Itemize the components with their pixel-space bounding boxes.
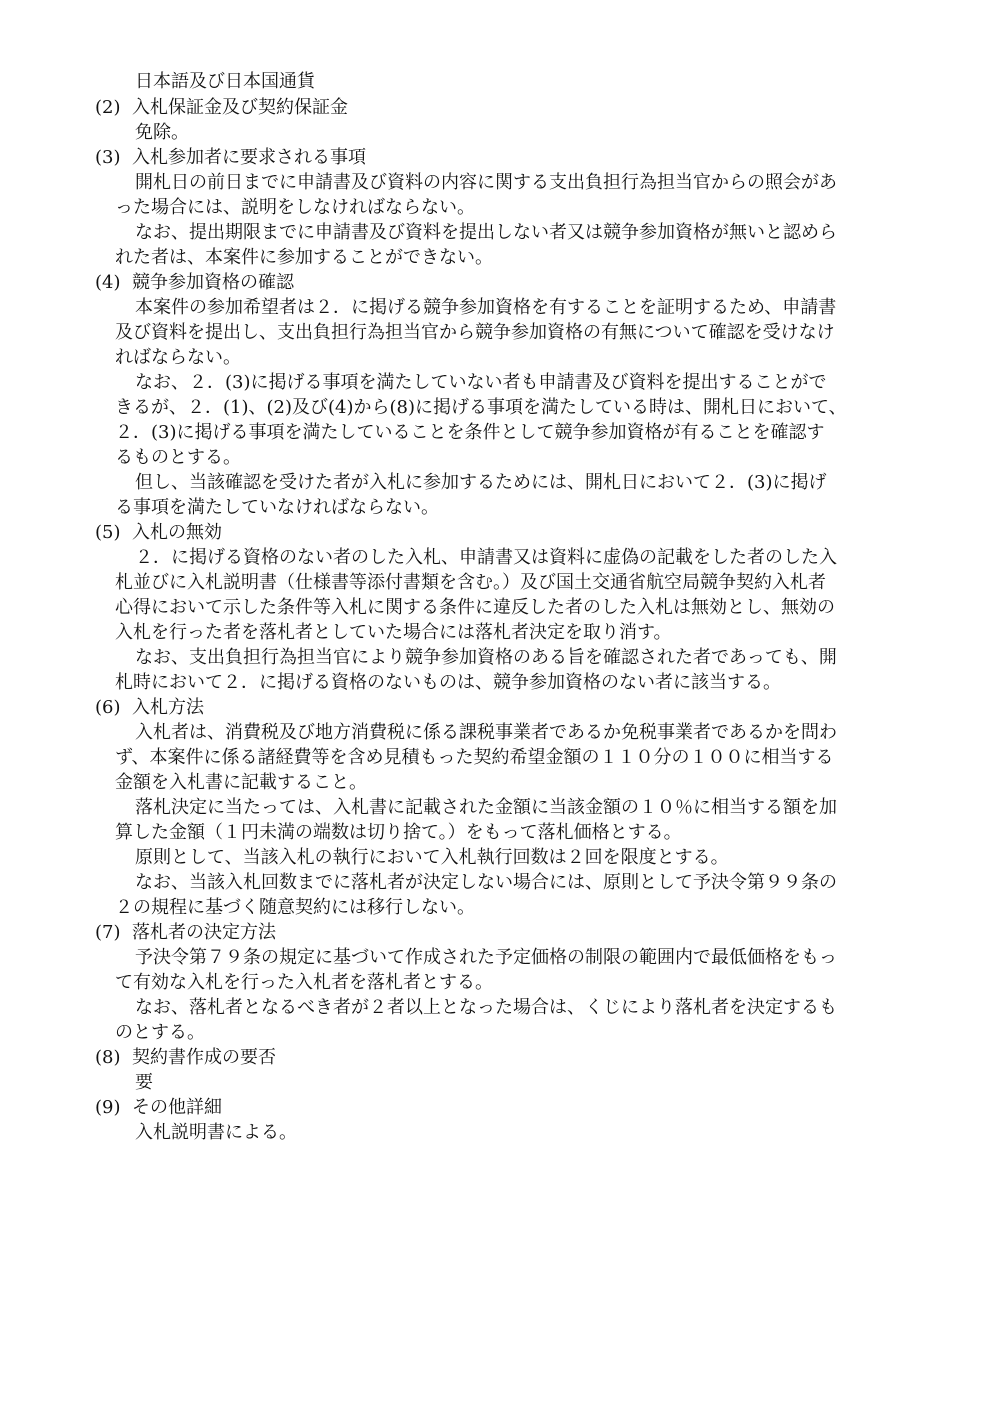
text-line: 日本語及び日本国通貨: [135, 71, 315, 92]
text-line: 金額を入札書に記載すること。: [115, 772, 367, 793]
text-line: ２の規程に基づく随意契約には移行しない。: [115, 897, 475, 918]
text-line: 原則として、当該入札の執行において入札執行回数は２回を限度とする。: [135, 847, 729, 868]
section-heading-2: (2) 入札保証金及び契約保証金: [95, 97, 348, 118]
text-line: 要: [135, 1072, 153, 1093]
section-heading-6: (6) 入札方法: [95, 697, 204, 718]
text-line: 札並びに入札説明書（仕様書等添付書類を含む。）及び国土交通省航空局競争契約入札者: [115, 572, 826, 593]
text-line: 入札者は、消費税及び地方消費税に係る課税事業者であるか免税事業者であるかを問わ: [135, 722, 837, 743]
text-line: る事項を満たしていなければならない。: [115, 497, 439, 518]
text-line: 算した金額（１円未満の端数は切り捨て。）をもって落札価格とする。: [115, 822, 682, 843]
section-heading-3: (3) 入札参加者に要求される事項: [95, 147, 366, 168]
text-line: なお、当該入札回数までに落札者が決定しない場合には、原則として予決令第９９条の: [135, 872, 837, 893]
section-heading-4: (4) 競争参加資格の確認: [95, 272, 294, 293]
text-line: った場合には、説明をしなければならない。: [115, 197, 475, 218]
text-line: れた者は、本案件に参加することができない。: [115, 247, 493, 268]
text-line: 但し、当該確認を受けた者が入札に参加するためには、開札日において２．(3)に掲げ: [135, 472, 827, 493]
text-line: なお、提出期限までに申請書及び資料を提出しない者又は競争参加資格が無いと認めら: [135, 222, 837, 243]
text-line: ればならない。: [115, 347, 241, 368]
text-line: なお、落札者となるべき者が２者以上となった場合は、くじにより落札者を決定するも: [135, 997, 837, 1018]
text-line: て有効な入札を行った入札者を落札者とする。: [115, 972, 493, 993]
text-line: 入札説明書による。: [135, 1122, 297, 1143]
text-line: 及び資料を提出し、支出負担行為担当官から競争参加資格の有無について確認を受けなけ: [115, 322, 835, 343]
text-line: 心得において示した条件等入札に関する条件に違反した者のした入札は無効とし、無効の: [115, 597, 835, 618]
text-line: 免除。: [135, 122, 189, 143]
text-line: 入札を行った者を落札者としていた場合には落札者決定を取り消す。: [115, 622, 672, 643]
text-line: ２．に掲げる資格のない者のした入札、申請書又は資料に虚偽の記載をした者のした入: [135, 547, 837, 568]
section-heading-5: (5) 入札の無効: [95, 522, 222, 543]
text-line: なお、支出負担行為担当官により競争参加資格のある旨を確認された者であっても、開: [135, 647, 837, 668]
text-line: きるが、２．(1)、(2)及び(4)から(8)に掲げる事項を満たしている時は、開札日において、: [115, 397, 847, 418]
section-heading-8: (8) 契約書作成の要否: [95, 1047, 276, 1068]
text-line: ２．(3)に掲げる事項を満たしていることを条件として競争参加資格が有ることを確認す: [115, 422, 825, 443]
text-line: 札時において２．に掲げる資格のないものは、競争参加資格のない者に該当する。: [115, 672, 781, 693]
text-line: 開札日の前日までに申請書及び資料の内容に関する支出負担行為担当官からの照会があ: [135, 172, 837, 193]
section-heading-9: (9) その他詳細: [95, 1097, 222, 1118]
text-line: なお、２．(3)に掲げる事項を満たしていない者も申請書及び資料を提出することがで: [135, 372, 827, 393]
text-line: ず、本案件に係る諸経費等を含め見積もった契約希望金額の１１０分の１００に相当する: [115, 747, 834, 768]
text-line: のとする。: [115, 1022, 205, 1043]
text-line: るものとする。: [115, 447, 241, 468]
section-heading-7: (7) 落札者の決定方法: [95, 922, 276, 943]
text-line: 予決令第７９条の規定に基づいて作成された予定価格の制限の範囲内で最低価格をもっ: [135, 947, 837, 968]
text-line: 落札決定に当たっては、入札書に記載された金額に当該金額の１０％に相当する額を加: [135, 797, 837, 818]
text-line: 本案件の参加希望者は２．に掲げる競争参加資格を有することを証明するため、申請書: [135, 297, 837, 318]
